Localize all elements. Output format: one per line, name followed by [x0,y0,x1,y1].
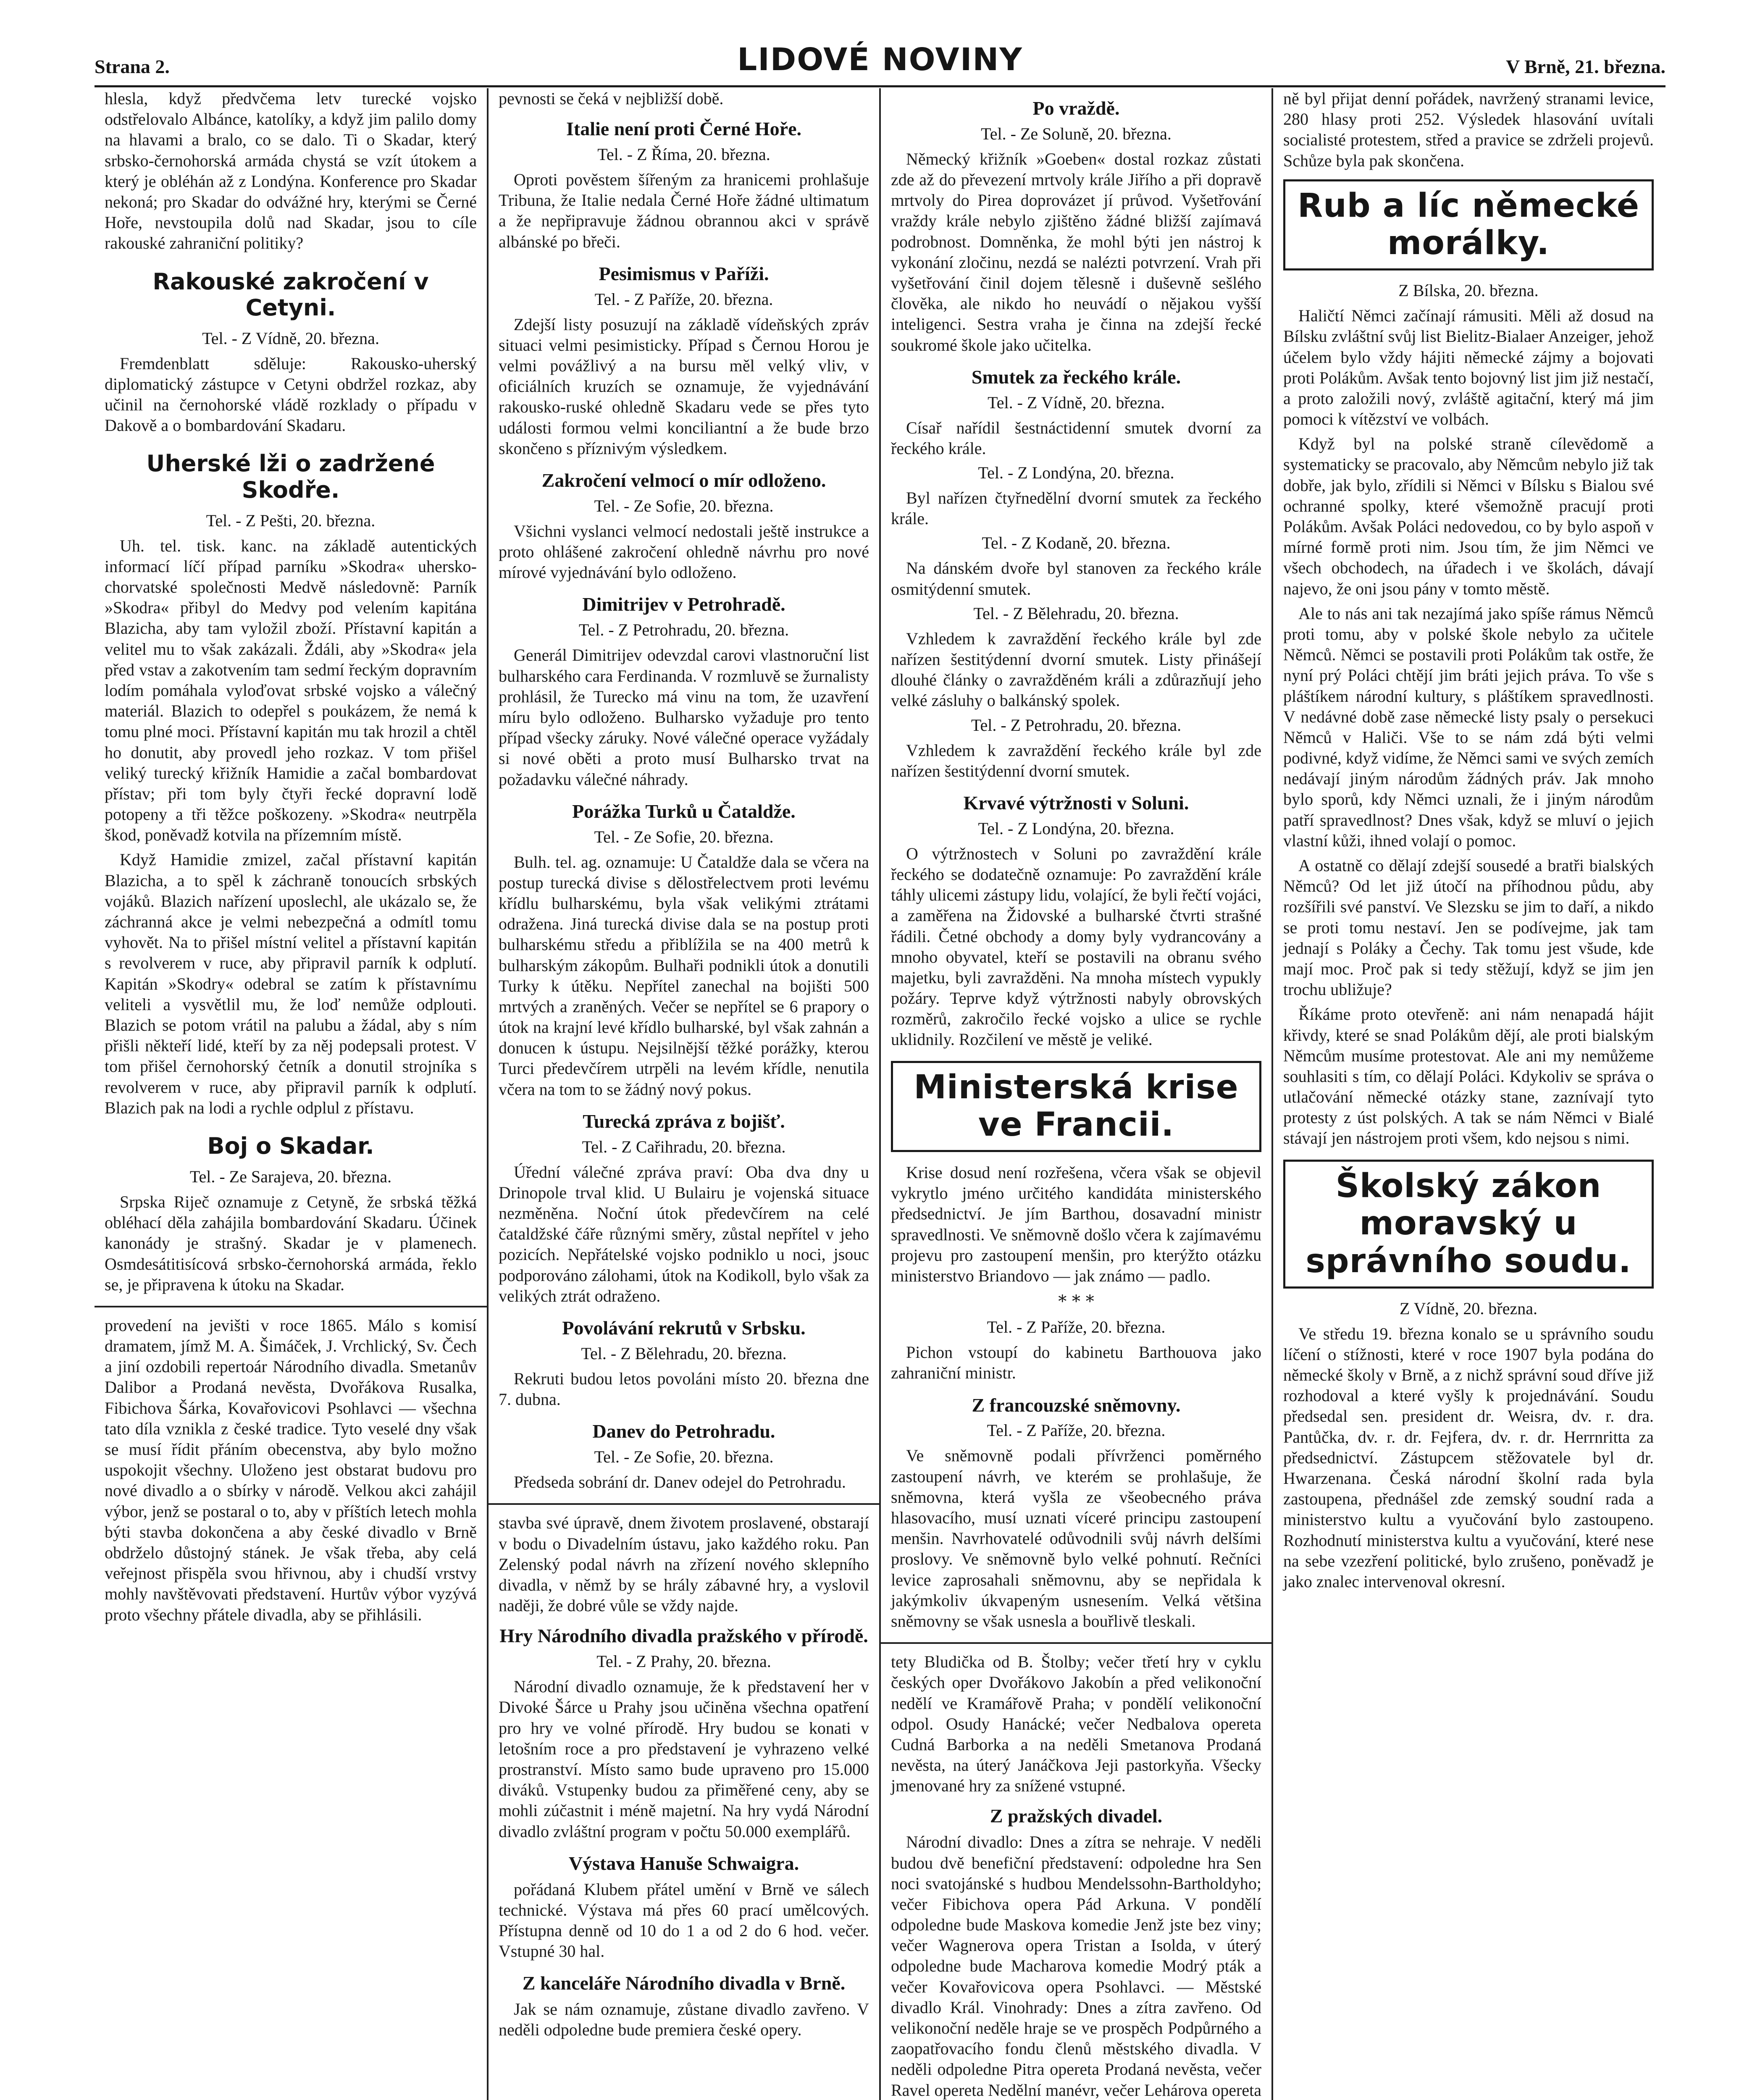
headline: Uherské lži o zadržené Skodře. [146,450,435,503]
article-body: Německý křižník »Goeben« dostal rozkaz zůstati zde až do převezení mrtvoly krále Jiřího a při dopravě mrtvoly do Pirea doprovázet jí průvod. Vyšetřování vraždy krále nebylo zjištěno žádné bližší zajímavá podrobnost. Domněnka, že mohl býti jen nástroj k vykonání zločinu, nezdá se nalézti potvrzení. Vrah při vyšetřování činil dojem tělesně i duševně sešlého člověka, ale nikdo ho neuvádí o nějakou vyšší inteligenci. Sestra vraha je činna na zdejší řecké soukromé škole jako učitelka. [891,149,1261,354]
article-body: Když Hamidie zmizel, začal přístavní kapitán Blazicha, a to spěl k záchraně tonoucích srbských vojáků. Blazich nařízení uposlechl, ale ukázalo se, že záchranná akce je velmi nebezpečná a odmítl tomu vyhovět. Na to přišel místní velitel a přístavní kapitán s revolverem v ruce, aby připravil parník k odplutí. Kapitán »Skodry« odebral se zatím k přístavnímu veliteli a vysvětlil mu, že loď nemůže odplouti. Blazich se potom vrátil na palubu a žádal, aby s ním přišli někteří lidé, kteří by za něj podepsali protest. V tom přišel černohorský četník a donutil strojníka s revolverem v ruce, aby připravil parník k odplutí. Blazich pak na lodi a rychle odplul z přístavu. [105,850,477,1117]
headline-box [1283,179,1654,270]
article-dimitrijev [499,593,869,789]
article-schwaiger-exhibition [499,1853,869,1962]
headline-box [1283,1160,1654,1289]
dateline: Tel. - Z Paříže, 20. března. [987,1421,1166,1440]
dateline: Tel. - Z Petrohradu, 20. března. [971,715,1182,735]
column-2 [487,88,879,2100]
article-body: Srpska Riječ oznamuje z Cetyně, že srbská těžká obléhací děla zahájila bombardování Skadaru. Účinek kanonády je strašný. Skadar je v plamenech. Osmdesátitisícová srbsko-černohorská armáda, řeklo se, je připravena k útoku na Skadar. [105,1192,477,1294]
article-body: Na dánském dvoře byl stanoven za řeckého krále osmitýdenní smutek. [891,559,1261,598]
article-serbian-recruits [499,1317,869,1410]
article-french-crisis [891,1162,1261,1383]
article-austrian-intervention [105,269,477,436]
dateline: Tel. - Ze Sofie, 20. března. [594,827,774,846]
article-body: Oproti pověstem šířeným za hranicemi prohlašuje Tribuna, že Italie nedala Černé Hoře žádné ultimatum a že nepřipravuje žádnou obrannou akci v správě albánské po břeči. [499,170,869,251]
dateline: Tel. - Z Bělehradu, 20. března. [973,604,1179,623]
headline-box [891,1061,1261,1152]
article-body: Císař nařídil šestnáctidenní smutek dvorní za řeckého krále. [891,418,1261,458]
columns [95,88,1665,2100]
article-body: Ve sněmovně podali přívrženci poměrného zastoupení návrh, ve kterém se prohlašuje, že sněmovna, která vyšla ze všeobecného práva hlasovacího, musí uznati víceré principu zastoupení menšin. Navrhovatelé odůvodnili svůj návrh delšími proslovy. Ve sněmovně bylo velké pohnutí. Rečníci levice zaprosahali sněmovnu, aby se nepřidala k jakýmkoliv úkvapeným usnesením. Velká většina sněmovny se však usnesla a bouřlivě tleskali. [891,1446,1261,1630]
headline: Rub a líc německé morálky. [1298,186,1639,262]
article-continuation: hlesla, když předvčema letv turecké vojsko odstřelovalo Albánce, katolíky, a když jim palilo domy na hlavami a bralo, co se dalo. Ti o Skadar, který srbsko-černohorská armáda chystá se vzít útokem a který je obléhán až z Londýna. Konference pro Skadar nekoná; pro Skadar do odvážné hry, kterými se Černé Hoře, nevstoupila dolů nad Skadar, jsou to cíle rakouské zahraniční politiky? [105,89,477,253]
headline: Výstava Hanuše Schwaigra. [568,1852,799,1874]
article-italy [499,118,869,252]
dateline: Tel. - Ze Sofie, 20. března. [594,496,774,515]
article-body: Fremdenblatt sděluje: Rakousko-uherský diplomatický zástupce v Cetyni obdržel rozkaz, aby učinil na černohorské vládě rozklady o případu v Dakově a o bombardování Skadaru. [105,354,477,435]
headline: Zakročení velmocí o mír odloženo. [541,470,826,491]
article-body: Ve středu 19. března konalo se u správního soudu líčení o stížnosti, které v roce 1907 byla podána do německé školy v Brně, a z nichž správní soud dříve již rozhodoval a které vyšly k projednávání. Soudu předsedal sen. president dr. Weisra, dv. r. dra. Pantůčka, dv. r. dr. Fejfera, dv. r. dr. Herrnritta za předsednictví. Zástupcem stěžovatele byl dr. Hwarzenana. Česká národní školní rada byla zastoupena, přednášel zde zemský soudní rada a ministerstvo kultu a vyučování bylo zastoupeno. Rozhodnutí ministerstva kultu a vyučování, které nese na sebe vzezření politické, bylo zrušeno, poněvadž je jako znalec intervenoval okresní. [1283,1324,1654,1591]
dateline: Tel. - Z Říma, 20. března. [597,145,770,164]
headline: Boj o Skadar. [207,1132,374,1159]
article-danev [499,1420,869,1492]
headline: Dimitrijev v Petrohradě. [582,593,785,615]
article-thessaloniki-riots [891,792,1261,1050]
headline: Ministerská krise ve Francii. [914,1068,1239,1144]
dateline: Tel. - Ze Soluně, 20. března. [981,124,1172,143]
dateline: Tel. - Z Paříže, 20. března. [594,289,773,309]
article-continuation: ně byl přijat denní pořádek, navržený stranami levice, 280 hlasy proti 252. Výsledek hlasování uvítali socialisté protestem, střed a pravice se zdrželi projevů. Schůze byla pak skončena. [1283,89,1654,170]
headline: Turecká zpráva z bojišť. [583,1110,785,1132]
separator-stars: * * * [1058,1292,1094,1312]
dateline: Tel. - Z Vídně, 20. března. [988,393,1165,412]
headline: Smutek za řeckého krále. [971,366,1181,388]
feuilleton-text: stavba své úpravě, dnem životem proslavené, obstarají v bodu o Divadelním ústavu, jako každého roku. Pan Zelenský podal návrh na zřízení nového sklepního divadla, v němž by se hrály zábavné hry, a vyslovil naději, že dobré vůle se vždy najde. [499,1513,869,1615]
article-catalca [499,801,869,1100]
article-body: A ostatně co dělají zdejší sousedé a bratři bialských Němců? Od let již útočí na příhodnou půdu, aby rozšířili své panství. Ve Slezsku se jim to daří, a nikdo se proti tomu nestaví. Jen se podívejme, jak tam jednají s Poláky a Čechy. Tak tomu jest všude, kde mají moc. Proč pak si tedy stěžují, když se jim jen trochu ubližuje? [1283,856,1654,999]
dateline: Tel. - Z Kodaně, 20. března. [982,533,1171,553]
dateline: Tel. - Ze Sarajeva, 20. března. [189,1167,392,1186]
dateline: Tel. - Z Londýna, 20. března. [978,463,1174,483]
headline: Povolávání rekrutů v Srbsku. [562,1317,806,1339]
article-body: O výtržnostech v Soluni po zavraždění krále řeckého se dodatečně oznamuje: Po zavraždění krále táhly ulicemi zástupy lidu, volající, že byli řečtí vojáci, a zaměřena na Židovské a bulharské čtvrti strašné řádili. Četné obchody a domy byly vydrancovány a mnoho obyvatel, kteří se postavili na obranu svého majetku, byli zavražděni. Na mnoha místech vypukly požáry. Teprve když výtržnosti nabyly obrovských rozměrů, zakročilo řecké vojsko a ulice se rychle uklidnily. Rozčilení ve městě je veliké. [891,844,1261,1049]
article-body: pořádaná Klubem přátel umění v Brně ve sálech technické. Výstava má přes 60 prací umělcových. Přístupna denně od 10 do 1 a od 2 do 6 hod. večer. Vstupné 30 hal. [499,1880,869,1961]
article-body: Ale to nás ani tak nezajímá jako spíše rámus Němců proti tomu, aby v polské škole nebylo za učitele Němců. Němci se postavili proti Polákům tak ostře, že nyní prý Poláci chtějí jim bráti jejich práva. To vše s pláštíkem národní kultury, s pláštíkem spravedlnosti. V nedávné době zase německé listy psaly o persekuci Němců v Haliči. Vše to se nám zdá býti velmi podivné, když vidíme, že Němci sami ve svých zemích nedávají jiným národům žádných práv. Jak mnoho bylo sporů, kdy Němci uznali, že i jiným národům patří spravedlnost? Dnes však, když se mluví o jejich vlastní kůži, ihned volají o pomoc. [1283,604,1654,850]
dateline: Tel. - Z Vídně, 20. března. [202,328,379,348]
headline: Z pražských divadel. [990,1805,1163,1827]
dateline: Tel. - Z Londýna, 20. března. [978,819,1174,838]
article-body: Všichni vyslanci velmocí nedostali ještě instrukce a proto ohlášené zakročení ohledně návrhu pro nové mírové vyjednávání bylo odloženo. [499,521,869,582]
section-divider [489,1503,879,1505]
dateline: Tel. - Z Prahy, 20. března. [596,1652,771,1671]
headline: Školský zákon moravský u správního soudu. [1306,1167,1631,1280]
article-body: Vzhledem k zavraždění řeckého krále byl zde nařízen šestitýdenní dvorní smutek. [891,740,1261,780]
headline: Italie není proti Černé Hoře. [566,118,801,140]
article-school-law [1283,1299,1654,1592]
section-divider [95,1306,487,1307]
article-body: Národní divadlo oznamuje, že k představení her v Divoké Šárce u Prahy jsou učiněna všechna opatření pro hry ve volné přírodě. Hry budou se konati v letošním roce a pro představení je vyhrazeno velké prostranství. Místo samo bude upraveno pro 15.000 diváků. Vstupenky budou za přiměřené ceny, aby se mohli zúčastnit i méně majetní. Na hry vydá Národní divadlo zvláštní program v počtu 50.000 exemplářů. [499,1677,869,1841]
article-national-theatre-nature [499,1625,869,1841]
article-after-murder [891,97,1261,355]
article-body: Říkáme proto otevřeně: ani nám nenapadá hájit křivdy, které se snad Polákům dějí, ale proti bialským Němcům musíme protestovat. Ale ani my nemůžeme souhlasiti s tím, co dělají Poláci. Kdykoliv se správa o utlačování německé otázky stane, zaznívají tyto protesty z úst polských. A tak se nám Němci v Bialé stávají jen nástrojem proti všem, kdo nejsou s nimi. [1283,1005,1654,1148]
headline: Krvavé výtržnosti v Soluni. [963,792,1189,814]
article-mourning [891,366,1261,781]
article-french-chamber [891,1394,1261,1632]
article-continuation: pevnosti se čeká v nejbližší době. [499,89,724,108]
page-number: Strana 2. [95,56,170,77]
dateline: Tel. - Z Bělehradu, 20. března. [581,1344,787,1363]
article-german-morality [1283,281,1654,1149]
article-body: Haličtí Němci začínají rámusiti. Měli až dosud na Bílsku zvláštní svůj list Bielitz-Bialaer Anzeiger, jehož účelem bylo vždy hájiti německé zájmy a bojovati proti Polákům. Avšak tento bojovný list jim již nestačí, a proto založili nový, zvláště agitační, který má jim pomoci k vítězství ve volbách. [1283,306,1654,429]
article-skodra [105,451,477,1118]
article-body: Národní divadlo: Dnes a zítra se nehraje. V neděli budou dvě benefiční představení: odpoledne hra Sen noci svatojánské s hudbou Mendelssohn-Bartholdyho; večer Fibichova opera Pád Arkuna. V pondělí odpoledne bude Maskova komedie Jenž jste bez viny; večer Wagnerova opera Tristan a Isolda, v úterý odpoledne bude Macharova komedie Modrý pták a večer Kovařovicova opera Psohlavci. — Městské divadlo Král. Vinohrady: Dnes a zítra zavřeno. Od velikonoční neděle hraje se ve prospěch Podpůrného a zaopatřovacího fondu členů městského divadla. V neděli odpoledne Pitra opereta Prodaná nevěsta, večer Ravel opereta Nedělní manévr, večer Lehárova opereta [891,1832,1261,2100]
article-body: Když byl na polské straně cílevědomě a systematicky se pracovalo, aby Němcům nebylo již tak dobře, jak bylo, zřídili si Němci v Bílsku s Bialou své ochranné spolky, které všemožně pracují proti Polákům. Avšak Poláci nedovedou, co by bylo aspoň v mírné formě proti nim. Jsou tím, že jim Němci ve všech obchodech, na úřadech i ve školách, dávají najevo, že oni jsou pány v tomto městě. [1283,434,1654,598]
headline: Z francouzské sněmovny. [972,1394,1181,1416]
dateline: Tel. - Z Pešti, 20. března. [206,511,376,530]
article-paris-pessimism [499,263,869,459]
article-body: Rekruti budou letos povoláni místo 20. března dne 7. dubna. [499,1369,869,1409]
article-body: Byl nařízen čtyřnedělní dvorní smutek za řeckého krále. [891,488,1261,528]
headline: Pesimismus v Paříži. [599,262,769,284]
dateline: Tel. - Z Petrohradu, 20. března. [578,620,789,640]
feuilleton-text: tety Bludička od B. Štolby; večer třetí hry v cyklu českých oper Dvořákovo Jakobín a před velikonoční nedělí ve Kramářově Praha; v pondělí velikonoční odpol. Osudy Hanácké; večer Nedbalova opereta Cudná Barborka a na neděli Smetanova Prodaná nevěsta, na úterý Janáčkova Jeji pastorkyňa. Všecky jmenované hry za snížené vstupné. [891,1652,1261,1796]
place-date: V Brně, 21. března. [1506,56,1665,77]
dateline: Tel. - Z Cařihradu, 20. března. [582,1137,786,1156]
dateline: Tel. - Z Paříže, 20. března. [987,1318,1166,1337]
column-4 [1271,88,1664,2100]
dateline: Tel. - Ze Sofie, 20. března. [594,1447,774,1467]
headline: Hry Národního divadla pražského v přírodě. [499,1625,868,1647]
section-divider [881,1642,1271,1644]
dateline: Z Bílska, 20. března. [1398,281,1539,300]
column-3 [879,88,1271,2100]
feuilleton-text: provedení na jevišti v roce 1865. Málo s komisí dramatem, jímž M. A. Šimáček, J. Vrchlický, Sv. Čech a jiní ozdobili repertoár Národního divadla. Smetanův Dalibor a Prodaná nevěsta, Dvořákova Rusalka, Fibichova Šárka, Kovařovicovi Psohlavci — všechna tato díla vznikla z české tradice. Tyto veselé dny však se musí řídit přáním obecenstva, aby bylo možno uspokojit všechny. Uloženo jest obstarat budovu pro nové divadlo a o sbírky v národě. Velkou akci zahájil výbor, jenž se postaral o to, aby v příštích letech mohla býti stavba dokončena a aby české divadlo v Brně obdrželo důstojný stánek. Je však třeba, aby celá veřejnost přispěla svou hřivnou, aby i chudší vrstvy mohly navštěvovati představení. Hurtův výbor vyzývá proto všechny přátele divadla, aby se přihlásili. [105,1315,477,1624]
headline: Danev do Petrohradu. [592,1420,775,1442]
article-battle-skadar [105,1133,477,1295]
article-body: Krise dosud není rozřešena, včera však se objevil vykrytlo jméno určitého kandidáta ministerského předsednictví. Je jím Barthou, dosavadní ministr spravedlnosti. Ve sněmovně došlo včera k zajímavému projevu pro zastoupení menšin, pro kterýžto otázku ministerstvo Briandovo — jak známo — padlo. [891,1163,1261,1285]
article-body: Uh. tel. tisk. kanc. na základě autentických informací líčí případ parníku »Skodra« uhersko-chorvatské společnosti Medvě následovně: Parník »Skodra« přibyl do Medvy pod velením kapitána Blazicha, aby tam vyložil zboží. Přístavní kapitán a velitel mu to však zakázali. Ždáli, aby »Skodra« jela před vstav a zakotvením tam sedmí řeckým dopravním lodím pomáhala vyloďovat srbské vojsko a válečný materiál. Blazich to odepřel s poukázem, že nemá k tomu plné moci. Přístavní kapitán mu tak hrozil a chtěl ho donutit, aby provedl jeho rozkaz. V tom přišel veliký turecký křižník Hamidie a začal bombardovat přístav; při tom byly čtyři řecké dopravní lodě potopeny a tři těžce poškozeny. »Skodra« neutrpěla škod, poněvadž kotvila na přízemním místě. [105,536,477,845]
article-body: Bulh. tel. ag. oznamuje: U Čataldže dala se včera na postup turecká divise s dělostřelectvem proti levému křídlu bulharskému, byla však velikými ztrátami odražena. Jiná turecká divise dala se na postup proti bulharskému středu a přiblížila se na 400 metrů k bulharským zákopům. Bulhaři podnikli útok a donutili Turky k útěku. Nepřítel zanechal na bojišti 500 mrtvých a zraněných. Večer se nepřítel se 6 prapory o útok na krajní levé křídlo bulharské, byl však zahnán a donucen k ústupu. Nejsilnější těžké porážky, kterou Turci předevčírem utrpěli na levém křídle, nenutila včera na tom to se žádný nový pokus. [499,852,869,1099]
article-body: Generál Dimitrijev odevzdal carovi vlastnoruční list bulharského cara Ferdinanda. V rozmluvě se žurnalisty prohlásil, že Turecko má vinu na tom, že uzavření míru bylo odloženo. Bulharsko vyžaduje pro tento případ všecky záruky. Nové válečné operace vyžádaly si nové oběti a proto musí Bulharsko trvat na požadavku válečné náhrady. [499,646,869,789]
article-body: Úřední válečné zpráva praví: Oba dva dny u Drinopole trval klid. U Bulairu je vojenská situace nezměněna. Noční útok předevčírem na celé čataldžské čáře různými směry, zůstal nepřítel v jeho pozicích. Nepřátelské vojsko podniklo u noci, jsouc podporováno zálohami, útok na Kodikoll, bylo však za velikých ztrát odraženo. [499,1162,869,1305]
headline: Rakouské zakročení v Cetyni. [152,268,429,321]
article-body: Vzhledem k zavraždění řeckého krále byl zde nařízen šestitýdenní dvorní smutek. Listy přinášejí dlouhé články o zavražděném králi a zdůrazňují jeho velké zásluhy o balkánský spolek. [891,629,1261,710]
headline: Porážka Turků u Čataldže. [572,800,796,822]
masthead [95,40,1665,87]
headline: Z kanceláře Národního divadla v Brně. [522,1972,846,1994]
headline: Po vraždě. [1032,97,1120,119]
article-turkish-report [499,1110,869,1306]
newspaper-title: LIDOVÉ NOVINY [737,42,1023,78]
article-peace-postponed [499,470,869,583]
article-body: Zdejší listy posuzují na základě vídeňských zpráv situaci velmi pesimisticky. Případ s Černou Horou je velmi povážlivý a na bursu měl velký vliv, v oficiálních kruzích se oznamuje, že vyjednávání rakousko-ruské ohledně Skadaru vede se přes tyto události formou velmi konciliantní a že bude brzo skončeno s příznivým výsledkem. [499,315,869,458]
article-body: Jak se nám oznamuje, zůstane divadlo zavřeno. V neděli odpoledne bude premiera české opery. [499,2000,869,2040]
article-body: Pichon vstoupí do kabinetu Barthouova jako zahraniční ministr. [891,1343,1261,1383]
column-1 [95,88,487,2100]
article-brno-theatre-office [499,1972,869,2040]
dateline: Z Vídně, 20. března. [1399,1299,1538,1318]
article-body: Předseda sobrání dr. Danev odejel do Petrohradu. [514,1473,846,1492]
article-prague-theatres [891,1805,1261,2100]
